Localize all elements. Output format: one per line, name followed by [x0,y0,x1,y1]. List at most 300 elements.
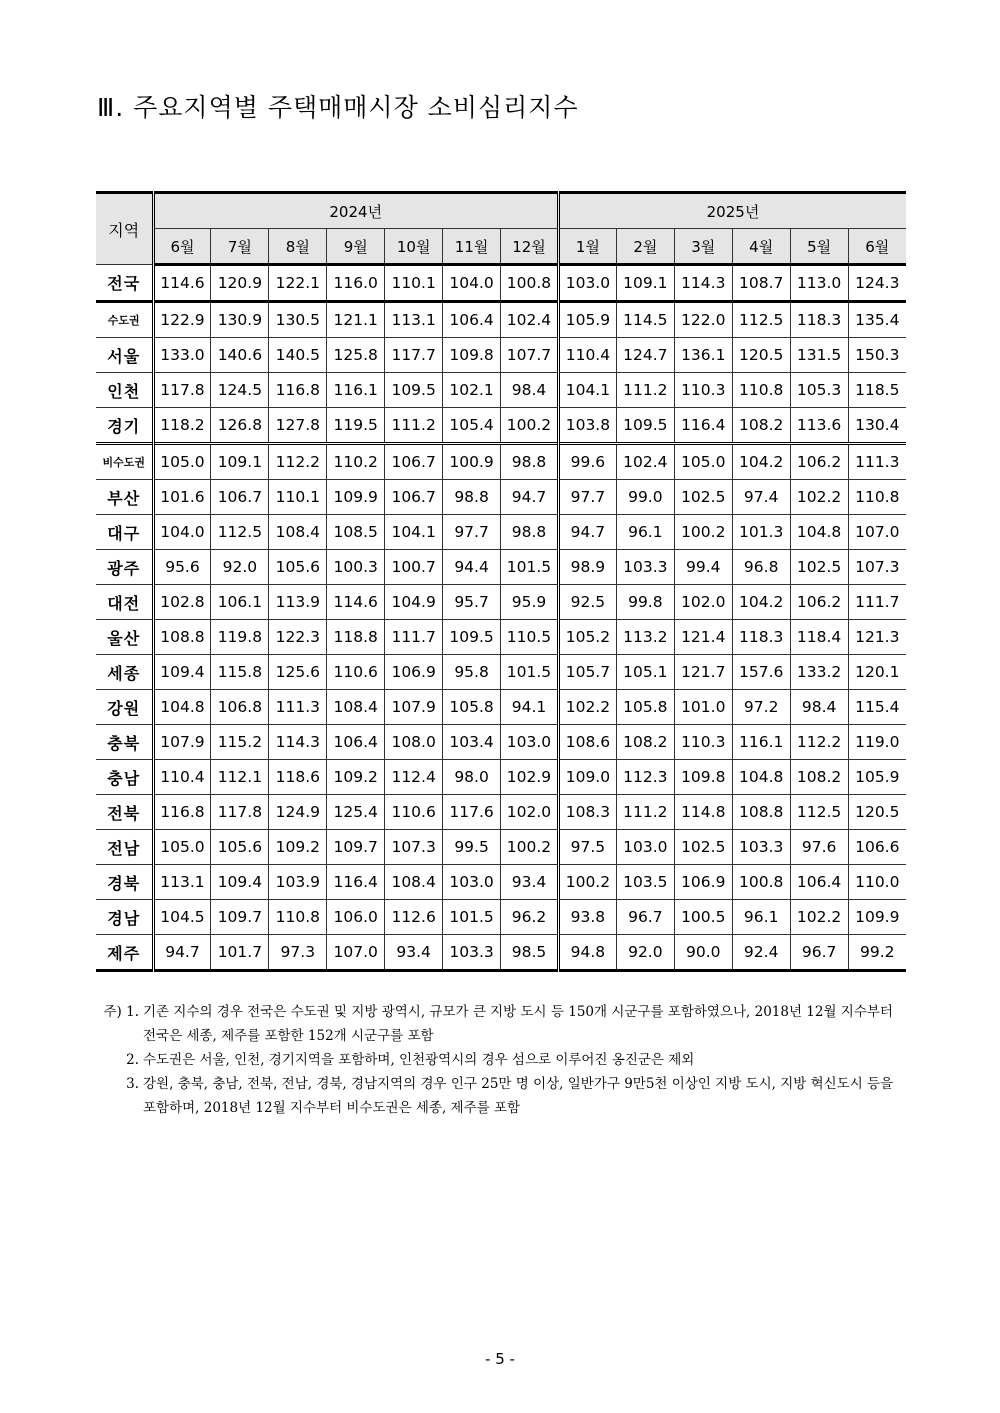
index-value-cell: 100.2 [558,865,616,900]
index-value-cell: 115.8 [211,655,269,690]
index-value-cell: 100.2 [674,515,732,550]
index-value-cell: 108.6 [558,725,616,760]
index-value-cell: 103.0 [558,265,616,302]
index-value-cell: 110.2 [327,444,385,480]
index-value-cell: 90.0 [674,935,732,971]
footnote-2 [97,1048,909,1072]
index-value-cell: 109.1 [211,444,269,480]
index-value-cell: 109.4 [211,865,269,900]
index-value-cell: 111.7 [385,620,443,655]
index-value-cell: 107.0 [327,935,385,971]
index-value-cell: 108.8 [732,795,790,830]
index-value-cell: 93.4 [501,865,559,900]
index-value-cell: 97.2 [732,690,790,725]
index-value-cell: 98.8 [443,480,501,515]
index-value-cell: 99.0 [616,480,674,515]
index-value-cell: 101.3 [732,515,790,550]
index-value-cell: 105.6 [269,550,327,585]
index-value-cell: 107.9 [153,725,211,760]
month-header: 8월 [269,229,327,265]
index-value-cell: 108.0 [385,725,443,760]
index-value-cell: 95.8 [443,655,501,690]
index-value-cell: 97.5 [558,830,616,865]
index-value-cell: 105.8 [443,690,501,725]
index-value-cell: 99.4 [674,550,732,585]
index-value-cell: 103.0 [443,865,501,900]
index-value-cell: 108.4 [327,690,385,725]
index-value-cell: 111.7 [848,585,906,620]
index-value-cell: 150.3 [848,338,906,373]
index-value-cell: 133.2 [790,655,848,690]
index-value-cell: 131.5 [790,338,848,373]
index-value-cell: 108.7 [732,265,790,302]
index-value-cell: 111.2 [385,408,443,444]
index-value-cell: 116.0 [327,265,385,302]
table-row [96,900,906,935]
page-title: Ⅲ. 주요지역별 주택매매시장 소비심리지수 [97,93,579,122]
year-header-2024: 2024년 [153,193,558,229]
index-value-cell: 125.4 [327,795,385,830]
footnote-3 [97,1072,909,1120]
index-value-cell: 106.4 [327,725,385,760]
index-value-cell: 102.2 [790,900,848,935]
index-value-cell: 111.3 [848,444,906,480]
month-header: 11월 [443,229,501,265]
index-value-cell: 100.5 [674,900,732,935]
index-value-cell: 118.3 [790,302,848,338]
index-value-cell: 121.3 [848,620,906,655]
index-value-cell: 120.5 [732,338,790,373]
index-value-cell: 107.0 [848,515,906,550]
index-value-cell: 118.8 [327,620,385,655]
index-value-cell: 97.7 [558,480,616,515]
index-value-cell: 93.4 [385,935,443,971]
index-value-cell: 113.1 [385,302,443,338]
index-value-cell: 113.0 [790,265,848,302]
table-row [96,550,906,585]
index-value-cell: 102.4 [616,444,674,480]
index-value-cell: 111.3 [269,690,327,725]
index-value-cell: 100.8 [501,265,559,302]
index-value-cell: 110.8 [848,480,906,515]
table-row [96,655,906,690]
index-value-cell: 114.8 [674,795,732,830]
index-value-cell: 96.1 [732,900,790,935]
month-header: 3월 [674,229,732,265]
index-value-cell: 109.2 [269,830,327,865]
index-value-cell: 120.9 [211,265,269,302]
footnotes [97,1000,909,1120]
index-value-cell: 124.7 [616,338,674,373]
index-value-cell: 104.1 [385,515,443,550]
index-value-cell: 124.5 [211,373,269,408]
index-value-cell: 105.4 [443,408,501,444]
index-value-cell: 105.3 [790,373,848,408]
index-value-cell: 94.4 [443,550,501,585]
index-value-cell: 92.0 [211,550,269,585]
region-name: 강원 [96,690,153,725]
index-value-cell: 127.8 [269,408,327,444]
index-value-cell: 116.8 [269,373,327,408]
index-value-cell: 105.2 [558,620,616,655]
region-name: 충북 [96,725,153,760]
month-header: 7월 [211,229,269,265]
index-value-cell: 108.4 [385,865,443,900]
index-value-cell: 100.3 [327,550,385,585]
index-value-cell: 108.2 [790,760,848,795]
index-value-cell: 96.8 [732,550,790,585]
index-value-cell: 98.4 [790,690,848,725]
index-value-cell: 96.7 [790,935,848,971]
index-value-cell: 109.5 [616,408,674,444]
index-value-cell: 118.4 [790,620,848,655]
table-row [96,795,906,830]
index-value-cell: 101.5 [443,900,501,935]
index-value-cell: 112.5 [732,302,790,338]
index-value-cell: 117.8 [211,795,269,830]
index-value-cell: 95.7 [443,585,501,620]
index-value-cell: 112.4 [385,760,443,795]
index-value-cell: 119.8 [211,620,269,655]
index-value-cell: 119.5 [327,408,385,444]
region-name: 수도권 [96,302,153,338]
index-value-cell: 98.0 [443,760,501,795]
index-value-cell: 116.1 [732,725,790,760]
index-value-cell: 114.5 [616,302,674,338]
footnote-1 [97,1000,909,1048]
index-value-cell: 96.7 [616,900,674,935]
index-value-cell: 105.1 [616,655,674,690]
index-value-cell: 94.7 [153,935,211,971]
index-value-cell: 106.7 [385,444,443,480]
region-name: 전북 [96,795,153,830]
index-value-cell: 105.0 [674,444,732,480]
year-header-row [96,193,906,229]
index-value-cell: 97.4 [732,480,790,515]
index-value-cell: 118.3 [732,620,790,655]
region-name: 세종 [96,655,153,690]
index-value-cell: 107.7 [501,338,559,373]
index-value-cell: 122.9 [153,302,211,338]
index-value-cell: 112.2 [790,725,848,760]
table-row [96,830,906,865]
index-value-cell: 104.8 [732,760,790,795]
month-header: 6월 [153,229,211,265]
index-value-cell: 110.8 [732,373,790,408]
index-value-cell: 110.3 [674,373,732,408]
index-value-cell: 106.0 [327,900,385,935]
index-value-cell: 110.4 [153,760,211,795]
index-value-cell: 98.8 [501,444,559,480]
table-row [96,620,906,655]
index-value-cell: 97.7 [443,515,501,550]
index-value-cell: 105.8 [616,690,674,725]
index-value-cell: 99.5 [443,830,501,865]
index-value-cell: 121.1 [327,302,385,338]
index-value-cell: 110.1 [385,265,443,302]
index-value-cell: 107.9 [385,690,443,725]
index-value-cell: 104.1 [558,373,616,408]
index-value-cell: 105.7 [558,655,616,690]
index-value-cell: 94.1 [501,690,559,725]
index-value-cell: 99.2 [848,935,906,971]
index-value-cell: 103.0 [501,725,559,760]
index-value-cell: 112.1 [211,760,269,795]
month-header: 6월 [848,229,906,265]
index-value-cell: 95.6 [153,550,211,585]
month-header: 5월 [790,229,848,265]
index-value-cell: 104.2 [732,444,790,480]
index-value-cell: 102.5 [674,830,732,865]
table-row [96,338,906,373]
index-value-cell: 94.7 [501,480,559,515]
table-row [96,265,906,302]
index-value-cell: 122.0 [674,302,732,338]
index-value-cell: 112.3 [616,760,674,795]
index-value-cell: 104.5 [153,900,211,935]
index-value-cell: 113.1 [153,865,211,900]
index-value-cell: 109.9 [327,480,385,515]
index-value-cell: 100.9 [443,444,501,480]
index-value-cell: 104.8 [153,690,211,725]
index-value-cell: 104.0 [153,515,211,550]
index-value-cell: 114.6 [327,585,385,620]
index-value-cell: 106.7 [385,480,443,515]
index-value-cell: 95.9 [501,585,559,620]
index-value-cell: 102.4 [501,302,559,338]
index-value-cell: 110.0 [848,865,906,900]
index-value-cell: 121.7 [674,655,732,690]
index-value-cell: 106.1 [211,585,269,620]
index-value-cell: 121.4 [674,620,732,655]
index-value-cell: 116.4 [674,408,732,444]
footnote-1-number [97,1000,143,1024]
index-value-cell: 114.3 [269,725,327,760]
index-value-cell: 109.4 [153,655,211,690]
month-header: 4월 [732,229,790,265]
table-row [96,373,906,408]
index-value-cell: 106.8 [211,690,269,725]
index-value-cell: 109.0 [558,760,616,795]
index-value-cell: 109.8 [674,760,732,795]
index-value-cell: 109.9 [848,900,906,935]
index-value-cell: 103.0 [616,830,674,865]
month-header: 10월 [385,229,443,265]
index-value-cell: 105.0 [153,830,211,865]
index-value-cell: 99.6 [558,444,616,480]
index-value-cell: 101.6 [153,480,211,515]
index-value-cell: 140.6 [211,338,269,373]
index-value-cell: 124.3 [848,265,906,302]
table-body [96,265,906,971]
index-value-cell: 101.7 [211,935,269,971]
index-value-cell: 157.6 [732,655,790,690]
index-value-cell: 117.6 [443,795,501,830]
table-row [96,515,906,550]
index-value-cell: 97.3 [269,935,327,971]
index-value-cell: 106.7 [211,480,269,515]
footnote-2-text: 수도권은 서울, 인천, 경기지역을 포함하며, 인천광역시의 경우 섬으로 이루어진 옹진군은 제외 [143,1052,695,1068]
index-value-cell: 125.8 [327,338,385,373]
index-value-cell: 103.5 [616,865,674,900]
index-value-cell: 112.2 [269,444,327,480]
index-value-cell: 102.5 [674,480,732,515]
index-value-cell: 105.0 [153,444,211,480]
index-value-cell: 115.4 [848,690,906,725]
region-name: 경기 [96,408,153,444]
index-value-cell: 110.1 [269,480,327,515]
index-value-cell: 110.6 [327,655,385,690]
month-header: 9월 [327,229,385,265]
index-value-cell: 103.3 [732,830,790,865]
index-value-cell: 111.2 [616,373,674,408]
index-value-cell: 120.5 [848,795,906,830]
table-row [96,444,906,480]
index-value-cell: 108.8 [153,620,211,655]
index-value-cell: 124.9 [269,795,327,830]
index-value-cell: 102.1 [443,373,501,408]
index-value-cell: 106.4 [443,302,501,338]
index-value-cell: 116.8 [153,795,211,830]
index-value-cell: 110.4 [558,338,616,373]
index-value-cell: 102.5 [790,550,848,585]
index-value-cell: 98.4 [501,373,559,408]
index-value-cell: 93.8 [558,900,616,935]
index-value-cell: 110.8 [269,900,327,935]
index-value-cell: 108.2 [616,725,674,760]
index-value-cell: 106.2 [790,585,848,620]
month-header: 12월 [501,229,559,265]
index-value-cell: 92.5 [558,585,616,620]
region-name: 광주 [96,550,153,585]
region-name: 전남 [96,830,153,865]
index-value-cell: 116.4 [327,865,385,900]
table-row [96,408,906,444]
index-value-cell: 116.1 [327,373,385,408]
index-value-cell: 135.4 [848,302,906,338]
table-row [96,302,906,338]
index-value-cell: 92.0 [616,935,674,971]
index-value-cell: 109.5 [385,373,443,408]
table-row [96,690,906,725]
region-name: 대구 [96,515,153,550]
index-value-cell: 118.2 [153,408,211,444]
index-value-cell: 104.9 [385,585,443,620]
index-value-cell: 103.3 [443,935,501,971]
index-value-cell: 119.0 [848,725,906,760]
index-value-cell: 112.5 [790,795,848,830]
index-value-cell: 130.9 [211,302,269,338]
index-value-cell: 98.9 [558,550,616,585]
index-value-cell: 113.6 [790,408,848,444]
index-value-cell: 122.3 [269,620,327,655]
index-value-cell: 120.1 [848,655,906,690]
footnote-3-number: 3. [126,1076,139,1092]
index-value-cell: 107.3 [385,830,443,865]
index-value-cell: 108.2 [732,408,790,444]
region-name: 경남 [96,900,153,935]
index-value-cell: 122.1 [269,265,327,302]
index-value-cell: 110.5 [501,620,559,655]
index-value-cell: 110.6 [385,795,443,830]
region-name: 인천 [96,373,153,408]
index-value-cell: 118.5 [848,373,906,408]
index-value-cell: 106.9 [385,655,443,690]
footnote-3-text: 강원, 충북, 충남, 전북, 전남, 경북, 경남지역의 경우 인구 25만 명 이상, 일반가구 9만5천 이상인 지방 도시, 지방 혁신도시 등을 포함하며, 2018년 12월 지수부터 비수도권은 세종, 제주를 포함 [143,1076,894,1116]
index-value-cell: 102.2 [790,480,848,515]
index-value-cell: 109.1 [616,265,674,302]
index-value-cell: 105.6 [211,830,269,865]
index-value-cell: 98.8 [501,515,559,550]
table-row [96,935,906,971]
index-value-cell: 96.2 [501,900,559,935]
index-value-cell: 104.8 [790,515,848,550]
index-value-cell: 113.2 [616,620,674,655]
index-value-cell: 140.5 [269,338,327,373]
index-value-cell: 102.0 [501,795,559,830]
index-value-cell: 125.6 [269,655,327,690]
index-value-cell: 99.8 [616,585,674,620]
index-value-cell: 114.3 [674,265,732,302]
index-value-cell: 108.3 [558,795,616,830]
index-value-cell: 104.0 [443,265,501,302]
index-value-cell: 103.9 [269,865,327,900]
region-name: 울산 [96,620,153,655]
index-value-cell: 109.7 [211,900,269,935]
month-header: 2월 [616,229,674,265]
index-value-cell: 96.1 [616,515,674,550]
footnote-1-num: 1. [126,1004,139,1020]
index-value-cell: 101.5 [501,550,559,585]
index-value-cell: 115.2 [211,725,269,760]
index-value-cell: 111.2 [616,795,674,830]
table-row [96,480,906,515]
index-value-cell: 106.2 [790,444,848,480]
region-name: 충남 [96,760,153,795]
footnote-prefix: 주) [103,1004,122,1020]
index-value-cell: 133.0 [153,338,211,373]
region-name: 대전 [96,585,153,620]
index-value-cell: 109.7 [327,830,385,865]
index-value-cell: 109.2 [327,760,385,795]
index-value-cell: 101.5 [501,655,559,690]
index-value-cell: 114.6 [153,265,211,302]
region-name: 비수도권 [96,444,153,480]
index-value-cell: 106.9 [674,865,732,900]
index-value-cell: 106.4 [790,865,848,900]
year-header-2025: 2025년 [558,193,906,229]
index-value-cell: 101.0 [674,690,732,725]
region-name: 전국 [96,265,153,302]
index-value-cell: 97.6 [790,830,848,865]
index-value-cell: 118.6 [269,760,327,795]
index-value-cell: 117.7 [385,338,443,373]
index-value-cell: 102.8 [153,585,211,620]
footnote-1-text: 기존 지수의 경우 전국은 수도권 및 지방 광역시, 규모가 큰 지방 도시 등 150개 시군구를 포함하였으나, 2018년 12월 지수부터 전국은 세종, 제주를 포함한 152개 시군구를 포함 [143,1004,893,1044]
index-value-cell: 126.8 [211,408,269,444]
index-value-cell: 105.9 [558,302,616,338]
index-value-cell: 94.8 [558,935,616,971]
index-value-cell: 106.6 [848,830,906,865]
consumer-sentiment-table [96,191,906,972]
index-value-cell: 102.0 [674,585,732,620]
index-value-cell: 130.4 [848,408,906,444]
table-row [96,865,906,900]
index-value-cell: 108.4 [269,515,327,550]
index-value-cell: 105.9 [848,760,906,795]
index-value-cell: 136.1 [674,338,732,373]
index-value-cell: 100.2 [501,408,559,444]
